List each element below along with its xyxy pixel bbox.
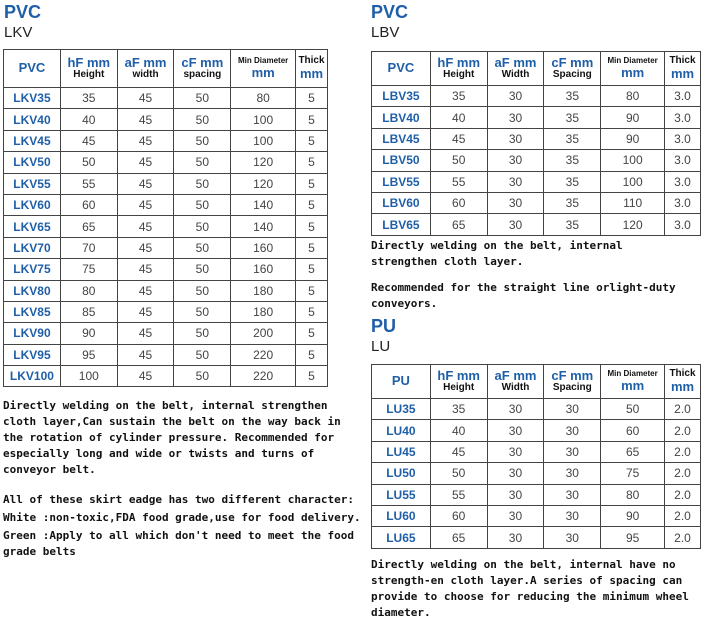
value-cell: 70 xyxy=(60,237,117,258)
value-cell: 5 xyxy=(296,130,328,151)
model-cell: LKV85 xyxy=(4,301,61,322)
table-row xyxy=(4,152,328,173)
value-cell: 5 xyxy=(296,301,328,322)
character-line-3: Green :Apply to all which don't need to meet the food grade belts xyxy=(3,529,354,558)
value-cell: 140 xyxy=(231,216,296,237)
value-cell: 45 xyxy=(430,128,487,149)
header-h-sub: Height xyxy=(443,382,475,394)
lkv-section-title: PVC xyxy=(4,2,42,22)
header-t xyxy=(296,50,328,88)
lu-description: Directly welding on the belt, internal have no strength-en cloth layer.A series of spacing can provide to choose for reducing the minimum wheel diameter. xyxy=(371,558,689,619)
header-d-unit: mm xyxy=(621,377,645,393)
value-cell: 55 xyxy=(430,171,487,192)
table-row xyxy=(4,344,328,365)
lkv-description: Directly welding on the belt, internal strengthen cloth layer,Can sustain the belt on the way back in the rotation of cylinder pressure. Recommended for especially long and wide or twists and turns of conveyor belt. xyxy=(3,399,341,476)
value-cell: 50 xyxy=(174,301,231,322)
header-c-main: cF mm xyxy=(551,368,594,384)
header-c-sub: spacing xyxy=(183,69,222,81)
header-a-sub: Width xyxy=(501,69,530,81)
value-cell: 45 xyxy=(117,130,174,151)
model-cell: LKV75 xyxy=(4,259,61,280)
value-cell: 35 xyxy=(544,86,601,107)
header-c xyxy=(174,50,231,88)
header-a-main: aF mm xyxy=(124,55,167,71)
lbv-spec-table xyxy=(371,51,701,236)
table-row xyxy=(372,527,701,548)
value-cell: 55 xyxy=(430,484,487,505)
header-a xyxy=(117,50,174,88)
model-cell: LKV90 xyxy=(4,323,61,344)
table-row xyxy=(372,214,701,235)
value-cell: 75 xyxy=(60,259,117,280)
value-cell: 3.0 xyxy=(665,171,701,192)
model-cell: LKV65 xyxy=(4,216,61,237)
value-cell: 160 xyxy=(231,237,296,258)
model-cell: LBV50 xyxy=(372,150,431,171)
model-cell: LKV80 xyxy=(4,280,61,301)
model-cell: LKV100 xyxy=(4,366,61,387)
value-cell: 30 xyxy=(487,505,544,526)
value-cell: 50 xyxy=(430,463,487,484)
value-cell: 40 xyxy=(60,109,117,130)
table-header-row xyxy=(4,50,328,88)
value-cell: 5 xyxy=(296,237,328,258)
table-row xyxy=(4,259,328,280)
value-cell: 75 xyxy=(601,463,665,484)
value-cell: 30 xyxy=(487,107,544,128)
value-cell: 85 xyxy=(60,301,117,322)
value-cell: 100 xyxy=(60,366,117,387)
model-cell: LKV55 xyxy=(4,173,61,194)
value-cell: 50 xyxy=(174,259,231,280)
header-a xyxy=(487,365,544,399)
value-cell: 30 xyxy=(487,420,544,441)
value-cell: 2.0 xyxy=(665,484,701,505)
table-row xyxy=(372,150,701,171)
value-cell: 180 xyxy=(231,280,296,301)
value-cell: 45 xyxy=(117,152,174,173)
value-cell: 95 xyxy=(60,344,117,365)
value-cell: 100 xyxy=(231,109,296,130)
table-row xyxy=(4,173,328,194)
model-cell: LKV35 xyxy=(4,88,61,109)
value-cell: 60 xyxy=(430,192,487,213)
header-d xyxy=(601,52,665,86)
header-h-main: hF mm xyxy=(437,368,480,384)
value-cell: 30 xyxy=(487,214,544,235)
value-cell: 30 xyxy=(544,463,601,484)
value-cell: 2.0 xyxy=(665,463,701,484)
value-cell: 5 xyxy=(296,323,328,344)
header-d xyxy=(601,365,665,399)
value-cell: 220 xyxy=(231,344,296,365)
header-h-sub: Height xyxy=(443,69,475,81)
value-cell: 45 xyxy=(117,323,174,344)
value-cell: 3.0 xyxy=(665,107,701,128)
value-cell: 45 xyxy=(117,259,174,280)
model-cell: LBV35 xyxy=(372,86,431,107)
value-cell: 45 xyxy=(117,216,174,237)
value-cell: 40 xyxy=(430,420,487,441)
value-cell: 180 xyxy=(231,301,296,322)
value-cell: 65 xyxy=(601,441,665,462)
value-cell: 3.0 xyxy=(665,150,701,171)
header-d xyxy=(231,50,296,88)
table-row xyxy=(4,237,328,258)
header-model-label: PVC xyxy=(387,60,415,76)
model-cell: LU40 xyxy=(372,420,431,441)
value-cell: 60 xyxy=(430,505,487,526)
value-cell: 50 xyxy=(174,130,231,151)
value-cell: 30 xyxy=(487,86,544,107)
value-cell: 2.0 xyxy=(665,399,701,420)
header-model xyxy=(372,365,431,399)
value-cell: 100 xyxy=(231,130,296,151)
value-cell: 45 xyxy=(117,366,174,387)
table-row xyxy=(372,399,701,420)
lu-section-title: PU xyxy=(371,316,397,336)
value-cell: 5 xyxy=(296,280,328,301)
model-cell: LBV45 xyxy=(372,128,431,149)
header-model xyxy=(372,52,431,86)
table-row xyxy=(372,86,701,107)
value-cell: 30 xyxy=(487,463,544,484)
table-row xyxy=(372,463,701,484)
model-cell: LU50 xyxy=(372,463,431,484)
header-d-top: Min Diameter xyxy=(238,56,289,66)
character-line-1: All of these skirt eadge has two different character: xyxy=(3,493,354,506)
value-cell: 110 xyxy=(601,192,665,213)
value-cell: 50 xyxy=(174,280,231,301)
header-c xyxy=(544,365,601,399)
model-cell: LKV95 xyxy=(4,344,61,365)
value-cell: 50 xyxy=(174,216,231,237)
value-cell: 2.0 xyxy=(665,420,701,441)
value-cell: 30 xyxy=(487,484,544,505)
lkv-spec-table xyxy=(3,49,328,387)
lbv-section-subtitle: LBV xyxy=(371,24,400,41)
model-cell: LKV60 xyxy=(4,194,61,215)
value-cell: 65 xyxy=(430,527,487,548)
value-cell: 50 xyxy=(174,109,231,130)
table-header-row xyxy=(372,365,701,399)
value-cell: 80 xyxy=(601,484,665,505)
value-cell: 80 xyxy=(231,88,296,109)
value-cell: 35 xyxy=(544,107,601,128)
table-row xyxy=(4,88,328,109)
header-a-main: aF mm xyxy=(494,55,537,71)
value-cell: 100 xyxy=(601,150,665,171)
value-cell: 65 xyxy=(430,214,487,235)
table-row xyxy=(4,323,328,344)
model-cell: LU60 xyxy=(372,505,431,526)
value-cell: 50 xyxy=(174,366,231,387)
value-cell: 45 xyxy=(117,88,174,109)
value-cell: 30 xyxy=(487,441,544,462)
value-cell: 35 xyxy=(430,399,487,420)
value-cell: 30 xyxy=(544,420,601,441)
value-cell: 3.0 xyxy=(665,192,701,213)
value-cell: 50 xyxy=(174,237,231,258)
header-a xyxy=(487,52,544,86)
table-row xyxy=(4,216,328,237)
header-a-sub: width xyxy=(132,69,159,81)
value-cell: 120 xyxy=(601,214,665,235)
header-model-label: PU xyxy=(391,373,410,389)
value-cell: 30 xyxy=(487,527,544,548)
model-cell: LKV40 xyxy=(4,109,61,130)
header-c-sub: Spacing xyxy=(552,382,592,394)
value-cell: 50 xyxy=(430,150,487,171)
header-h-main: hF mm xyxy=(67,55,111,71)
table-row xyxy=(4,280,328,301)
value-cell: 3.0 xyxy=(665,214,701,235)
table-row xyxy=(4,301,328,322)
value-cell: 90 xyxy=(601,128,665,149)
header-model xyxy=(4,50,61,88)
header-t xyxy=(665,365,701,399)
value-cell: 100 xyxy=(601,171,665,192)
header-t-unit: mm xyxy=(299,65,324,81)
value-cell: 35 xyxy=(544,150,601,171)
value-cell: 5 xyxy=(296,216,328,237)
table-row xyxy=(4,109,328,130)
header-t xyxy=(665,52,701,86)
value-cell: 5 xyxy=(296,109,328,130)
value-cell: 50 xyxy=(174,173,231,194)
value-cell: 95 xyxy=(601,527,665,548)
header-c xyxy=(544,52,601,86)
value-cell: 50 xyxy=(601,399,665,420)
value-cell: 50 xyxy=(60,152,117,173)
lbv-description-1: Directly welding on the belt, internal strengthen cloth layer. xyxy=(371,239,623,268)
value-cell: 90 xyxy=(601,107,665,128)
header-t-top: Thick xyxy=(669,55,696,67)
value-cell: 5 xyxy=(296,366,328,387)
value-cell: 45 xyxy=(117,237,174,258)
model-cell: LBV60 xyxy=(372,192,431,213)
header-d-unit: mm xyxy=(251,64,275,80)
value-cell: 2.0 xyxy=(665,505,701,526)
header-d-top: Min Diameter xyxy=(607,56,658,66)
model-cell: LU55 xyxy=(372,484,431,505)
model-cell: LKV45 xyxy=(4,130,61,151)
value-cell: 45 xyxy=(117,173,174,194)
value-cell: 30 xyxy=(487,192,544,213)
table-header-row xyxy=(372,52,701,86)
value-cell: 30 xyxy=(487,171,544,192)
lu-spec-table xyxy=(371,364,701,549)
value-cell: 5 xyxy=(296,259,328,280)
value-cell: 35 xyxy=(544,214,601,235)
model-cell: LBV40 xyxy=(372,107,431,128)
table-row xyxy=(372,192,701,213)
header-a-main: aF mm xyxy=(494,368,537,384)
value-cell: 45 xyxy=(117,344,174,365)
table-row xyxy=(4,130,328,151)
header-h-sub: Height xyxy=(73,69,105,81)
value-cell: 220 xyxy=(231,366,296,387)
header-h xyxy=(430,52,487,86)
value-cell: 5 xyxy=(296,152,328,173)
header-h xyxy=(430,365,487,399)
value-cell: 2.0 xyxy=(665,527,701,548)
value-cell: 80 xyxy=(601,86,665,107)
model-cell: LU35 xyxy=(372,399,431,420)
value-cell: 45 xyxy=(430,441,487,462)
table-row xyxy=(372,171,701,192)
value-cell: 45 xyxy=(60,130,117,151)
value-cell: 65 xyxy=(60,216,117,237)
header-c-sub: Spacing xyxy=(552,69,592,81)
header-h xyxy=(60,50,117,88)
value-cell: 50 xyxy=(174,344,231,365)
value-cell: 90 xyxy=(60,323,117,344)
value-cell: 120 xyxy=(231,152,296,173)
header-h-main: hF mm xyxy=(437,55,481,71)
header-model-label: PVC xyxy=(18,60,46,76)
header-d-top: Min Diameter xyxy=(607,369,658,379)
value-cell: 35 xyxy=(544,128,601,149)
value-cell: 50 xyxy=(174,194,231,215)
value-cell: 45 xyxy=(117,194,174,215)
value-cell: 55 xyxy=(60,173,117,194)
value-cell: 3.0 xyxy=(665,128,701,149)
value-cell: 50 xyxy=(174,88,231,109)
table-row xyxy=(372,420,701,441)
value-cell: 160 xyxy=(231,259,296,280)
lbv-description-2: Recommended for the straight line orlight-duty conveyors. xyxy=(371,281,676,310)
value-cell: 60 xyxy=(60,194,117,215)
value-cell: 40 xyxy=(430,107,487,128)
value-cell: 5 xyxy=(296,173,328,194)
header-c-main: cF mm xyxy=(181,55,224,71)
value-cell: 30 xyxy=(544,484,601,505)
model-cell: LBV65 xyxy=(372,214,431,235)
header-t-top: Thick xyxy=(669,368,696,380)
value-cell: 60 xyxy=(601,420,665,441)
value-cell: 45 xyxy=(117,280,174,301)
header-a-sub: Width xyxy=(501,382,530,394)
table-row xyxy=(372,441,701,462)
value-cell: 5 xyxy=(296,344,328,365)
model-cell: LU65 xyxy=(372,527,431,548)
model-cell: LU45 xyxy=(372,441,431,462)
value-cell: 140 xyxy=(231,194,296,215)
model-cell: LKV50 xyxy=(4,152,61,173)
value-cell: 35 xyxy=(60,88,117,109)
model-cell: LBV55 xyxy=(372,171,431,192)
value-cell: 35 xyxy=(430,86,487,107)
value-cell: 200 xyxy=(231,323,296,344)
value-cell: 45 xyxy=(117,301,174,322)
value-cell: 50 xyxy=(174,152,231,173)
value-cell: 35 xyxy=(544,171,601,192)
value-cell: 3.0 xyxy=(665,86,701,107)
table-row xyxy=(372,505,701,526)
table-row xyxy=(4,194,328,215)
value-cell: 30 xyxy=(544,527,601,548)
lkv-section-subtitle: LKV xyxy=(4,24,33,41)
value-cell: 50 xyxy=(174,323,231,344)
value-cell: 30 xyxy=(544,399,601,420)
header-d-unit: mm xyxy=(621,64,645,80)
value-cell: 45 xyxy=(117,109,174,130)
header-t-unit: mm xyxy=(670,378,695,394)
header-c-main: cF mm xyxy=(551,55,594,71)
value-cell: 90 xyxy=(601,505,665,526)
value-cell: 30 xyxy=(487,399,544,420)
lbv-section-title: PVC xyxy=(371,2,409,22)
table-row xyxy=(372,128,701,149)
header-t-unit: mm xyxy=(670,65,695,81)
lu-section-subtitle: LU xyxy=(371,338,391,355)
table-row xyxy=(372,484,701,505)
table-row xyxy=(372,107,701,128)
table-row xyxy=(4,366,328,387)
value-cell: 5 xyxy=(296,88,328,109)
character-line-2: White :non-toxic,FDA food grade,use for food delivery. xyxy=(3,511,361,524)
value-cell: 30 xyxy=(544,505,601,526)
value-cell: 120 xyxy=(231,173,296,194)
value-cell: 5 xyxy=(296,194,328,215)
model-cell: LKV70 xyxy=(4,237,61,258)
value-cell: 30 xyxy=(487,150,544,171)
value-cell: 2.0 xyxy=(665,441,701,462)
header-t-top: Thick xyxy=(298,55,325,67)
value-cell: 30 xyxy=(544,441,601,462)
value-cell: 30 xyxy=(487,128,544,149)
value-cell: 80 xyxy=(60,280,117,301)
value-cell: 35 xyxy=(544,192,601,213)
